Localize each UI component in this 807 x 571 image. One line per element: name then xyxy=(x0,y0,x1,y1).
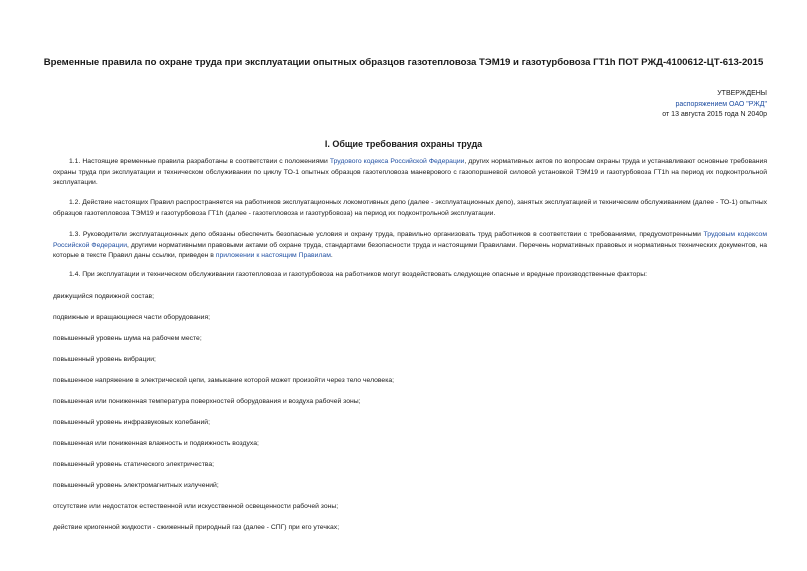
factor-item: действие криогенной жидкости - сжиженный природный газ (далее - СПГ) при его утечках; xyxy=(53,524,340,531)
paragraph-1-3-text-start: 1.3. Руководители эксплуатационных депо обязаны обеспечить безопасные условия и охрану труда, правильно организовать труд работников в соответствии с требованиями, предусмотренными xyxy=(69,231,704,238)
paragraph-1-1-text-start: 1.1. Настоящие временные правила разработаны в соответствии с положениями xyxy=(69,158,330,165)
factor-item: повышенная или пониженная температура поверхностей оборудования и воздуха рабочей зоны; xyxy=(53,398,361,405)
paragraph-1-2: 1.2. Действие настоящих Правил распространяется на работников эксплуатационных локомотивных депо (далее - эксплуатационных депо), занятых эксплуатацией и техническим обслуживанием (далее - ТО-1) опытных образцов газотепловоза ТЭМ19 и газотурбовоза ГТ1h (далее - газотепловоза и газотурбовоза) на период их подконтрольной эксплуатации. xyxy=(53,199,767,217)
approval-block xyxy=(662,89,767,121)
factor-item: движущийся подвижной состав; xyxy=(53,293,154,300)
paragraph-1-1-text-end: , других нормативных актов по вопросам охраны труда и устанавливают основные требования охраны труда при эксплуатации и техническом обслуживании по циклу ТО-1 опытных образцов газотепловоза маневрового с газопоршневой силовой установкой ТЭМ19 и газотурбовоза ГТ1h на период их подконтрольной эксплуатации. xyxy=(53,158,767,186)
approval-status: УТВЕРЖДЕНЫ xyxy=(717,90,767,97)
paragraph-1-4: 1.4. При эксплуатации и техническом обслуживании газотепловоза и газотурбовоза на работников могут воздействовать следующие опасные и вредные производственные факторы: xyxy=(69,271,647,278)
factor-item: повышенный уровень шума на рабочем месте; xyxy=(53,335,202,342)
factor-item: повышенное напряжение в электрической цепи, замыкание которой может произойти через тело человека; xyxy=(53,377,394,384)
factor-item: повышенный уровень статического электричества; xyxy=(53,461,215,468)
factor-item: повышенный уровень вибрации; xyxy=(53,356,156,363)
paragraph-1-1 xyxy=(53,157,767,189)
labor-code-link[interactable]: Трудового кодекса Российской Федерации xyxy=(329,158,465,165)
approval-order-link[interactable]: распоряжением ОАО "РЖД" xyxy=(675,100,767,108)
factor-item: повышенный уровень электромагнитных излучений; xyxy=(53,482,219,489)
factor-item: повышенный уровень инфразвуковых колебаний; xyxy=(53,419,210,426)
paragraph-1-3-text-middle: , другими нормативными правовыми актами об охране труда, стандартами безопасности труда и настоящими Правилами. Перечень нормативных правовых и нормативных технических документов, на которые в тексте Правил даны ссылки, приведен в xyxy=(53,241,767,259)
document-title: Временные правила по охране труда при эксплуатации опытных образцов газотепловоза ТЭМ19 и газотурбовоза ГТ1h ПОТ РЖД-4100612-ЦТ-613-2015 xyxy=(43,57,764,68)
appendix-link[interactable]: приложении к настоящим Правилам xyxy=(215,252,331,259)
factor-item: отсутствие или недостаток естественной или искусственной освещенности рабочей зоны; xyxy=(53,503,339,510)
factor-item: повышенная или пониженная влажность и подвижность воздуха; xyxy=(53,440,259,447)
factor-item: подвижные и вращающиеся части оборудования; xyxy=(53,314,211,321)
approval-date: от 13 августа 2015 года N 2040р xyxy=(662,111,767,118)
paragraph-1-3-text-end: . xyxy=(330,252,333,259)
paragraph-1-3 xyxy=(53,230,767,262)
labor-code-link-2[interactable]: Трудовым кодексом Российской Федерации xyxy=(53,231,767,249)
section-title: I. Общие требования охраны труда xyxy=(324,139,483,149)
